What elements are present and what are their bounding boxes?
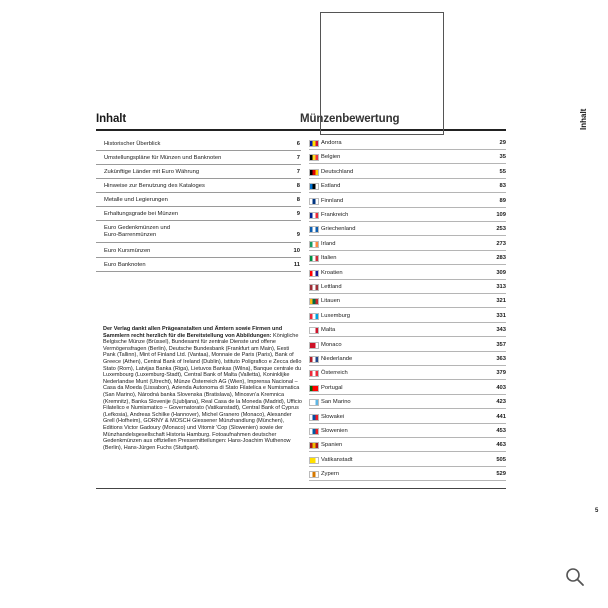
toc-entry-page: 9 <box>296 232 300 238</box>
country-name: Estland <box>321 183 341 189</box>
country-entry[interactable] <box>309 210 506 220</box>
toc-entry-label: Hinweise zur Benutzung des Kataloges <box>104 183 205 189</box>
footer-rule <box>96 488 506 489</box>
country-separator <box>309 149 506 150</box>
toc-entry-label: Euro Kursmünzen <box>104 248 151 254</box>
toc-separator <box>96 271 301 272</box>
country-name: Italien <box>321 255 337 261</box>
flag-icon <box>309 169 319 176</box>
country-page: 403 <box>496 385 506 391</box>
country-name: Litauen <box>321 298 341 304</box>
toc-separator <box>96 257 301 258</box>
country-separator <box>309 178 506 179</box>
country-separator <box>309 480 506 481</box>
flag-icon <box>309 428 319 435</box>
country-page: 83 <box>499 183 506 189</box>
country-name: Deutschland <box>321 169 354 175</box>
country-page: 529 <box>496 471 506 477</box>
country-separator <box>309 235 506 236</box>
toc-separator <box>96 242 301 243</box>
country-entry[interactable] <box>309 253 506 263</box>
toc-entry[interactable] <box>104 211 300 218</box>
toc-entry[interactable] <box>104 262 300 269</box>
toc-entry-label: Zukünftige Länder mit Euro Währung <box>104 169 200 175</box>
flag-icon <box>309 313 319 320</box>
country-separator <box>309 408 506 409</box>
country-separator <box>309 207 506 208</box>
country-page: 273 <box>496 241 506 247</box>
toc-separator <box>96 164 301 165</box>
country-name: Monaco <box>321 342 342 348</box>
country-page: 343 <box>496 327 506 333</box>
toc-entry[interactable] <box>104 169 300 176</box>
country-separator <box>309 423 506 424</box>
country-separator <box>309 221 506 222</box>
country-page: 35 <box>499 154 506 160</box>
toc-entry[interactable] <box>104 141 300 148</box>
country-name: San Marino <box>321 399 351 405</box>
flag-icon <box>309 270 319 277</box>
flag-icon <box>309 399 319 406</box>
toc-entry[interactable] <box>104 183 300 190</box>
toc-entry-page: 7 <box>296 155 300 161</box>
flag-icon <box>309 140 319 147</box>
toc-entry[interactable] <box>104 155 300 162</box>
country-page: 253 <box>496 226 506 232</box>
country-name: Niederlande <box>321 356 353 362</box>
country-separator <box>309 307 506 308</box>
country-page: 423 <box>496 399 506 405</box>
toc-separator <box>96 150 301 151</box>
country-name: Vatikanstadt <box>321 457 353 463</box>
toc-entry[interactable] <box>104 197 300 204</box>
toc-separator <box>96 192 301 193</box>
country-name: Portugal <box>321 385 343 391</box>
acknowledgements <box>103 326 303 451</box>
country-entry[interactable] <box>309 167 506 177</box>
country-entry[interactable] <box>309 311 506 321</box>
country-entry[interactable] <box>309 440 506 450</box>
flag-icon <box>309 284 319 291</box>
country-page: 55 <box>499 169 506 175</box>
country-page: 313 <box>496 284 506 290</box>
country-separator <box>309 466 506 467</box>
country-separator <box>309 163 506 164</box>
flag-icon <box>309 298 319 305</box>
country-separator <box>309 336 506 337</box>
country-page: 463 <box>496 442 506 448</box>
country-entry[interactable] <box>309 340 506 350</box>
flag-icon <box>309 414 319 421</box>
crop-selection-box[interactable] <box>320 12 444 135</box>
country-name: Österreich <box>321 370 348 376</box>
country-name: Luxemburg <box>321 313 351 319</box>
country-name: Kroatien <box>321 270 343 276</box>
country-entry[interactable] <box>309 282 506 292</box>
toc-title: Inhalt <box>96 113 127 125</box>
country-separator <box>309 279 506 280</box>
flag-icon <box>309 385 319 392</box>
country-entry[interactable] <box>309 296 506 306</box>
country-separator <box>309 250 506 251</box>
toc-entry-label-line1: Euro Gedenkmünzen und <box>104 225 171 231</box>
country-page: 505 <box>496 457 506 463</box>
flag-icon <box>309 356 319 363</box>
country-entry[interactable] <box>309 181 506 191</box>
toc-title-rule <box>96 129 301 131</box>
country-name: Andorra <box>321 140 342 146</box>
toc-entry-label <box>104 225 170 239</box>
country-entry[interactable] <box>309 368 506 378</box>
country-entry[interactable] <box>309 383 506 393</box>
country-entry[interactable] <box>309 224 506 234</box>
flag-icon <box>309 198 319 205</box>
country-name: Griechenland <box>321 226 356 232</box>
country-name: Finnland <box>321 198 344 204</box>
toc-entry-page: 8 <box>296 183 300 189</box>
toc-entry-label: Metalle und Legierungen <box>104 197 168 203</box>
country-entry[interactable] <box>309 268 506 278</box>
toc-entry-label: Umstellungspläne für Münzen und Banknoten <box>104 155 222 161</box>
country-name: Zypern <box>321 471 340 477</box>
page-number: 5 <box>595 508 599 514</box>
toc-entry-label: Erhaltungsgrade bei Münzen <box>104 211 179 217</box>
country-separator <box>309 379 506 380</box>
country-entry[interactable] <box>309 397 506 407</box>
flag-icon <box>309 471 319 478</box>
country-separator <box>309 322 506 323</box>
country-entry[interactable] <box>309 455 506 465</box>
country-entry[interactable] <box>309 469 506 479</box>
flag-icon <box>309 183 319 190</box>
country-index-title: Münzenbewertung <box>300 113 400 125</box>
country-name: Frankreich <box>321 212 349 218</box>
side-section-label: Inhalt <box>579 108 588 130</box>
country-entry[interactable] <box>309 152 506 162</box>
country-name: Slowakei <box>321 414 345 420</box>
country-name: Lettland <box>321 284 342 290</box>
flag-icon <box>309 342 319 349</box>
flag-icon <box>309 442 319 449</box>
country-entry[interactable] <box>309 426 506 436</box>
toc-entry-page: 8 <box>296 197 300 203</box>
flag-icon <box>309 226 319 233</box>
country-separator <box>309 351 506 352</box>
country-page: 357 <box>496 342 506 348</box>
toc-entry-label-line2: Euro-Barrenmünzen <box>104 232 157 238</box>
flag-icon <box>309 255 319 262</box>
toc-separator <box>96 206 301 207</box>
country-page: 309 <box>496 270 506 276</box>
flag-icon <box>309 457 319 464</box>
flag-icon <box>309 154 319 161</box>
country-name: Slowenien <box>321 428 348 434</box>
toc-entry-page: 10 <box>293 248 300 254</box>
country-entry[interactable] <box>309 354 506 364</box>
country-name: Belgien <box>321 154 341 160</box>
toc-entry-page: 11 <box>293 262 300 268</box>
country-page: 453 <box>496 428 506 434</box>
toc-separator <box>96 178 301 179</box>
country-page: 321 <box>496 298 506 304</box>
toc-separator <box>96 220 301 221</box>
country-page: 283 <box>496 255 506 261</box>
country-separator <box>309 264 506 265</box>
flag-icon <box>309 327 319 334</box>
country-entry[interactable] <box>309 412 506 422</box>
toc-entry-page: 7 <box>296 169 300 175</box>
country-page: 331 <box>496 313 506 319</box>
country-page: 29 <box>499 140 506 146</box>
country-separator <box>309 451 506 452</box>
country-entry[interactable] <box>309 138 506 148</box>
toc-entry-page: 9 <box>296 211 300 217</box>
country-entry[interactable] <box>309 325 506 335</box>
flag-icon <box>309 212 319 219</box>
acknowledgements-heading: Der Verlag dankt allen Prägeanstalten und Ämtern sowie Firmen und Sammlern recht herzlich für die Bereitstellung von Abbildungen: <box>103 326 283 339</box>
toc-entry[interactable] <box>104 225 300 239</box>
flag-icon <box>309 241 319 248</box>
toc-entry-label: Historischer Überblick <box>104 141 161 147</box>
country-page: 379 <box>496 370 506 376</box>
toc-entry-label: Euro Banknoten <box>104 262 146 268</box>
toc-entry[interactable] <box>104 248 300 255</box>
acknowledgements-text: Königliche Belgische Münze (Brüssel), Bundesamt für zentrale Dienste und offene Vermögensfragen (Berlin), Deutsche Bundesbank (Frankfurt am Main), Eesti Pank (Tallinn), Mint of Finland Ltd. (Vantaa), Monnaie de Paris (Paris), Bank of Greece (Athen), Central Bank of Ireland (Dublin), Istituto Poligrafico e Zecca dello Stato (Rom), Latvijas Banka (Riga), Lietuvos Bankas (Wilna), Banque centrale du Luxembourg (Luxemburg-Stadt), Central Bank of Malta (Valletta), Koninklijke Nederlandse Munt (Utrecht), Münze Österreich AG (Wien), Imprensa Nacional – Casa da Moeda (Lissabon), Azienda Autonoma di Stato Filatelica e Numismatica (San Marino), Národná banka Slovenska (Bratislava), Minosvn'a Kremnica (Kremnitz), Banka Slovenije (Ljubljana), Real Casa de la Moneda (Madrid), Ufficio Filatelico e Numismatico – Governatorato (Vatikanstadt), Central Bank of Cyprus (Lefkosia), Andreas Schilke (Hannover), Michel Granero (Monaco), Alexander Grell (Hofheim), GORNY & MOSCH Giessener Münzhandlung (München), Editions Victor Gadoury (Monaco) und Vitomir 'Cop (Slowenien) sowie der Münzhandelsgesellschaft Historia Hamburg. Fotoaufnahmen deutscher Gedenkmünzen aus offiziellen Pressemitteilungen: Hans-Joachim Wuthenow (Berlin), Hans-Jürgen Fuchs (Stuttgart). <box>103 332 302 451</box>
country-separator <box>309 192 506 193</box>
country-entry[interactable] <box>309 196 506 206</box>
magnifier-icon[interactable] <box>565 567 585 587</box>
country-separator <box>309 437 506 438</box>
toc-entry-page: 6 <box>296 141 300 147</box>
flag-icon <box>309 370 319 377</box>
country-separator <box>309 394 506 395</box>
country-page: 109 <box>496 212 506 218</box>
country-name: Irland <box>321 241 336 247</box>
country-separator <box>309 293 506 294</box>
country-page: 441 <box>496 414 506 420</box>
country-entry[interactable] <box>309 239 506 249</box>
country-page: 89 <box>499 198 506 204</box>
country-name: Malta <box>321 327 336 333</box>
country-separator <box>309 365 506 366</box>
country-name: Spanien <box>321 442 343 448</box>
country-page: 363 <box>496 356 506 362</box>
